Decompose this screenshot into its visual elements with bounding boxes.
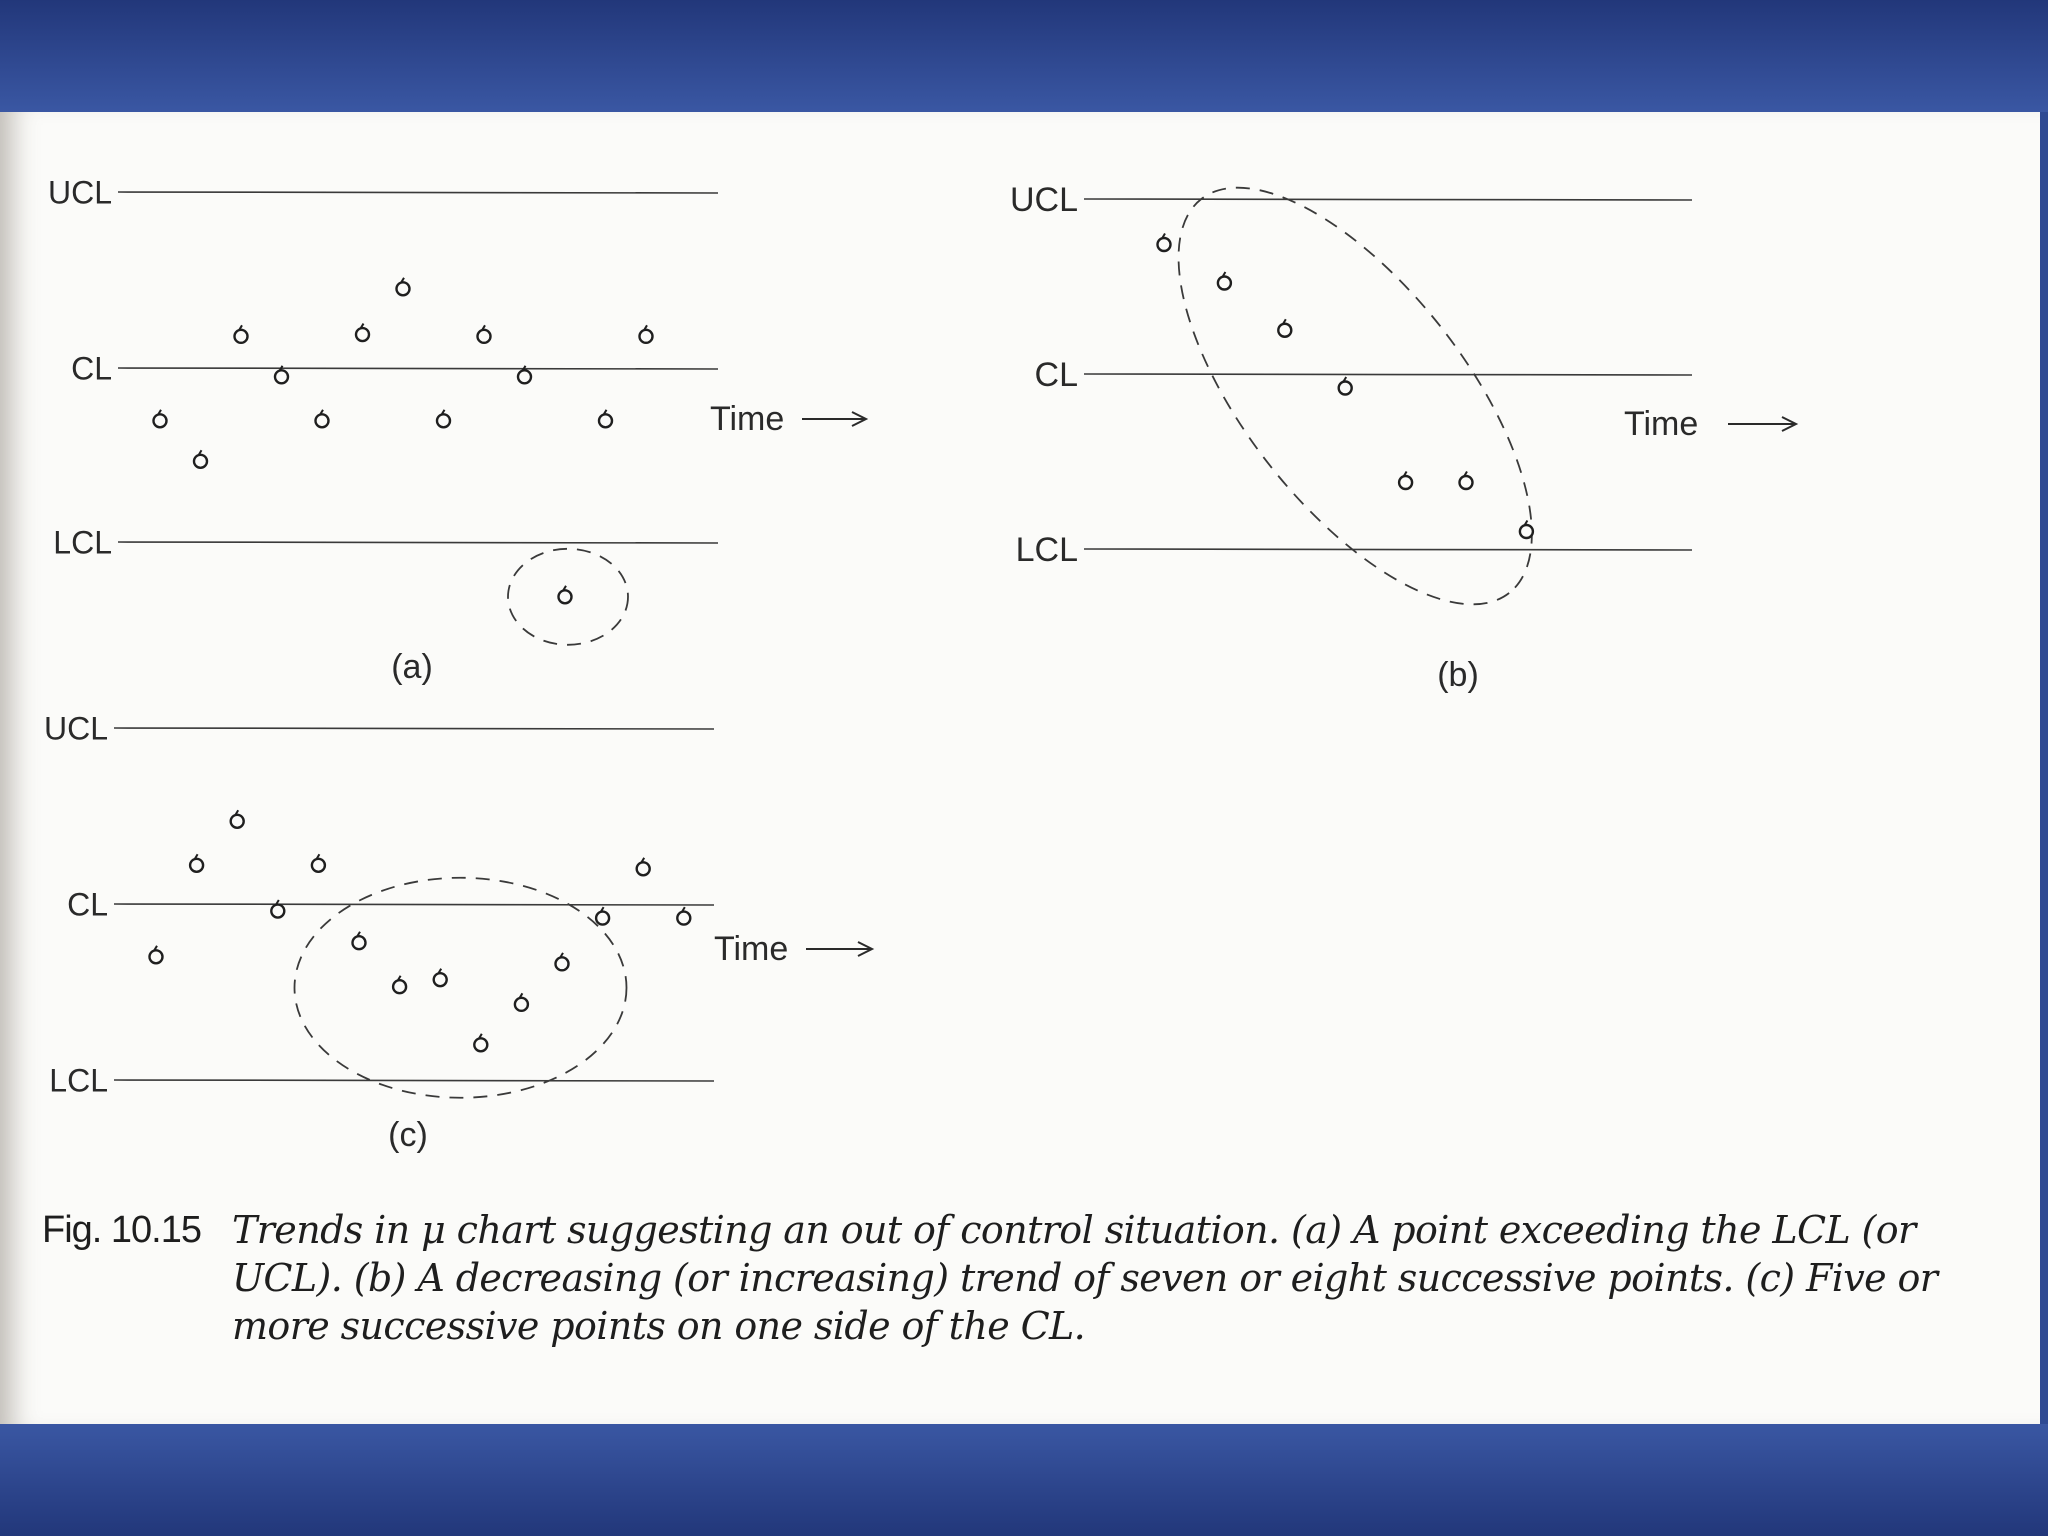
data-point [231,815,244,828]
limit-label-cl: CL [71,350,112,387]
data-point [397,282,410,295]
data-point [316,414,329,427]
data-point [150,950,163,963]
data-point [518,370,531,383]
limit-label-cl: CL [1034,356,1078,395]
time-arrow-icon [1728,417,1796,431]
data-point [1339,382,1352,395]
data-point [559,590,572,603]
limit-line-ucl [1084,199,1692,200]
data-point [640,330,653,343]
limit-line-cl [1084,374,1692,375]
panel-label: (c) [388,1116,428,1154]
data-point [1399,476,1412,489]
time-axis-label: Time [714,930,789,968]
data-point [1158,238,1171,251]
time-axis-label: Time [710,400,785,438]
data-point [596,912,609,925]
highlight-enclosure [1115,131,1596,660]
data-point [437,414,450,427]
time-axis-label: Time [1624,405,1699,443]
data-point [474,1038,487,1051]
data-point [356,328,369,341]
limit-line-ucl [114,728,714,729]
limit-label-lcl: LCL [53,524,112,561]
data-point [677,912,690,925]
panel-a-chart [48,175,866,686]
data-point [1218,277,1231,290]
data-point [154,414,167,427]
limit-line-lcl [118,542,718,543]
limit-label-ucl: UCL [47,174,112,211]
top-blue-band [0,0,2048,112]
data-point [190,859,203,872]
data-point [312,859,325,872]
panel-b-chart [1010,131,1796,694]
limit-label-ucl: UCL [43,710,108,747]
limit-line-cl [118,368,718,369]
highlight-enclosure [295,878,627,1098]
data-point [515,998,528,1011]
data-point [194,455,207,468]
data-point [434,973,447,986]
limit-label-lcl: LCL [1015,531,1078,570]
data-point [1278,324,1291,337]
data-point [1460,476,1473,489]
limit-line-lcl [1084,549,1692,550]
data-point [271,905,284,918]
limit-line-lcl [114,1080,714,1081]
data-point [1520,525,1533,538]
data-point [275,370,288,383]
limit-label-lcl: LCL [49,1062,108,1099]
panel-label: (a) [391,648,433,686]
time-arrow-icon [806,942,872,956]
data-point [353,936,366,949]
data-point [393,980,406,993]
data-point [235,330,248,343]
data-point [556,957,569,970]
limit-label-cl: CL [67,886,108,923]
bottom-blue-band [0,1424,2048,1536]
limit-line-ucl [118,192,718,193]
caption-text: Trends in μ chart suggesting an out of control situation. (a) A point exceeding the LCL (or UCL). (b) A decreasing (or increasing) trend of seven or eight successive points. (c) Five or more successive points on one side of the CL. [232,1208,1938,1348]
limit-line-cl [114,904,714,905]
panel-c-chart [44,711,872,1154]
panel-label: (b) [1437,656,1479,694]
time-arrow-icon [802,412,866,426]
control-charts-figure [0,112,2048,1202]
data-point [599,414,612,427]
caption-label: Fig. 10.15 [42,1209,201,1251]
data-point [478,330,491,343]
limit-label-ucl: UCL [1009,181,1078,220]
figure-caption [42,1206,1982,1350]
data-point [637,862,650,875]
